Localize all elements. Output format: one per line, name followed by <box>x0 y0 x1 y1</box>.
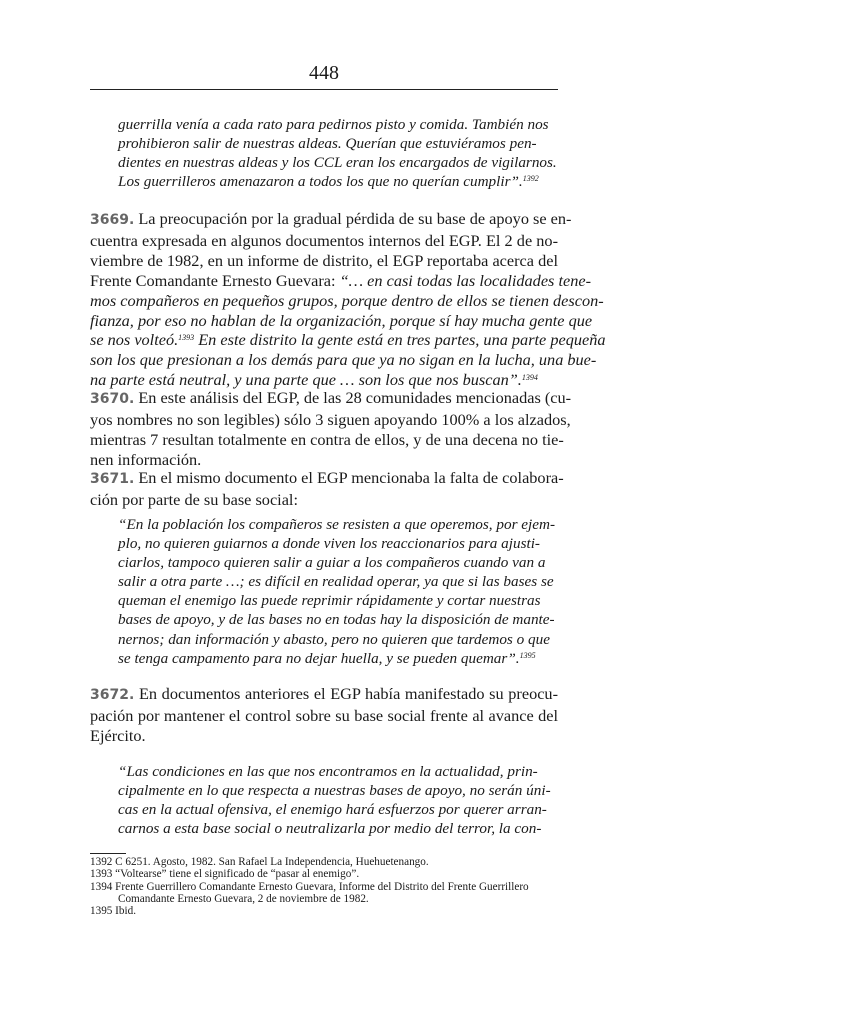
paragraph-number: 3671. <box>90 471 135 487</box>
paragraph-3672: 3672. En documentos anteriores el EGP había manifestado su preocu- pación por mantener el control sobre su base social frente al avance del Ejército. <box>90 684 558 745</box>
footnote-ref-1395: 1395 <box>519 650 536 660</box>
block-quote-2: “En la población los compañeros se resisten a que operemos, por ejem- plo, no quieren guiarnos a donde viven los reaccionarios para ajusti- ciarlos, tampoco quieren salir a guiar a los compañeros cuando van a salir a otra parte …; es difícil en realidad operar, ya que si las bases se queman el enemigo las puede reprimir rápidamente y cortar nuestras bases de apoyo, y de las bases no en todas hay la disposición de mante- nernos; dan información y abasto, pero no quieren que tardemos o que se tenga campamento para no dejar huella, y se pueden quemar”.$^{1395}$ <box>118 516 556 667</box>
footnote-1393: 1393 “Voltearse” tiene el significado de “pasar al enemigo”. <box>90 868 360 881</box>
quote-line: prohibieron salir de nuestras aldeas. Querían que estuviéramos pen- <box>118 135 537 153</box>
footnote-ref-1392: 1392 <box>522 174 539 184</box>
footnote-ref-1394: 1394 <box>521 373 538 383</box>
footnotes <box>90 856 558 917</box>
paragraph-number: 3669. <box>90 212 135 228</box>
footnote-ref-1393: 1393 <box>178 333 195 343</box>
footnote-1394: 1394 Frente Guerrillero Comandante Ernesto Guevara, Informe del Distrito del Frente Guerrillero <box>90 880 529 893</box>
block-quote-3: “Las condiciones en las que nos encontramos en la actualidad, prin- cipalmente en lo que respecta a nuestras bases de apoyo, no serán úni- cas en la actual ofensiva, el enemigo hará esfuerzos por querer arran- carnos a esta base social o neutralizarla por medio del terror, la con- <box>118 763 551 838</box>
paragraph-3670: 3670. En este análisis del EGP, de las 28 comunidades mencionadas (cu- yos nombres no son legibles) sólo 3 siguen apoyando 100% a los alzados, mientras 7 resultan totalmente en contra de ellos, y de una decena no tie- nen información. <box>90 388 572 469</box>
page-number: 448 <box>309 62 339 84</box>
quote-line: guerrilla venía a cada rato para pedirnos pisto y comida. También nos <box>118 116 549 133</box>
block-quote-1 <box>90 115 558 191</box>
quote-line: Los guerrilleros amenazaron a todos los que no querían cumplir”.$^{1392}$ <box>118 173 539 191</box>
paragraph-3671: 3671. En el mismo documento el EGP mencionaba la falta de colabora- ción por parte de su base social: <box>90 468 564 509</box>
footnote-1394-continued: Comandante Ernesto Guevara, 2 de noviembre de 1982. <box>118 892 369 905</box>
paragraph-number: 3672. <box>90 687 135 703</box>
quote-line: dientes en nuestras aldeas y los CCL eran los encargados de vigilarnos. <box>118 154 557 172</box>
footnote-1392: 1392 C 6251. Agosto, 1982. San Rafael La Independencia, Huehuetenango. <box>90 856 429 868</box>
header-rule <box>90 89 558 90</box>
footnote-rule <box>90 853 126 854</box>
footnote-1395: 1395 Ibid. <box>90 905 136 918</box>
paragraph-number: 3670. <box>90 391 135 407</box>
paragraph-3669: 3669. La preocupación por la gradual pérdida de su base de apoyo se en- cuentra expresada en algunos documentos internos del EGP. El 2 de no- viembre de 1982, en un informe de distrito, el EGP reportaba acerca del Frente Comandante Ernesto Guevara: “… en casi todas las localidades tene- mos compañeros en pequeños grupos, porque dentro de ellos se tienen descon- fianza, por eso no hablan de la organización, porque sí hay mucha gente que se nos volteó.$^{1393}$ En este distrito la gente está en tres partes, una parte pequeña son los que presionan a los demás para que ya no sigan en la lucha, una bue- na parte está neutral, y una parte que … son los que nos buscan”.$^{1394}$ <box>90 209 606 390</box>
